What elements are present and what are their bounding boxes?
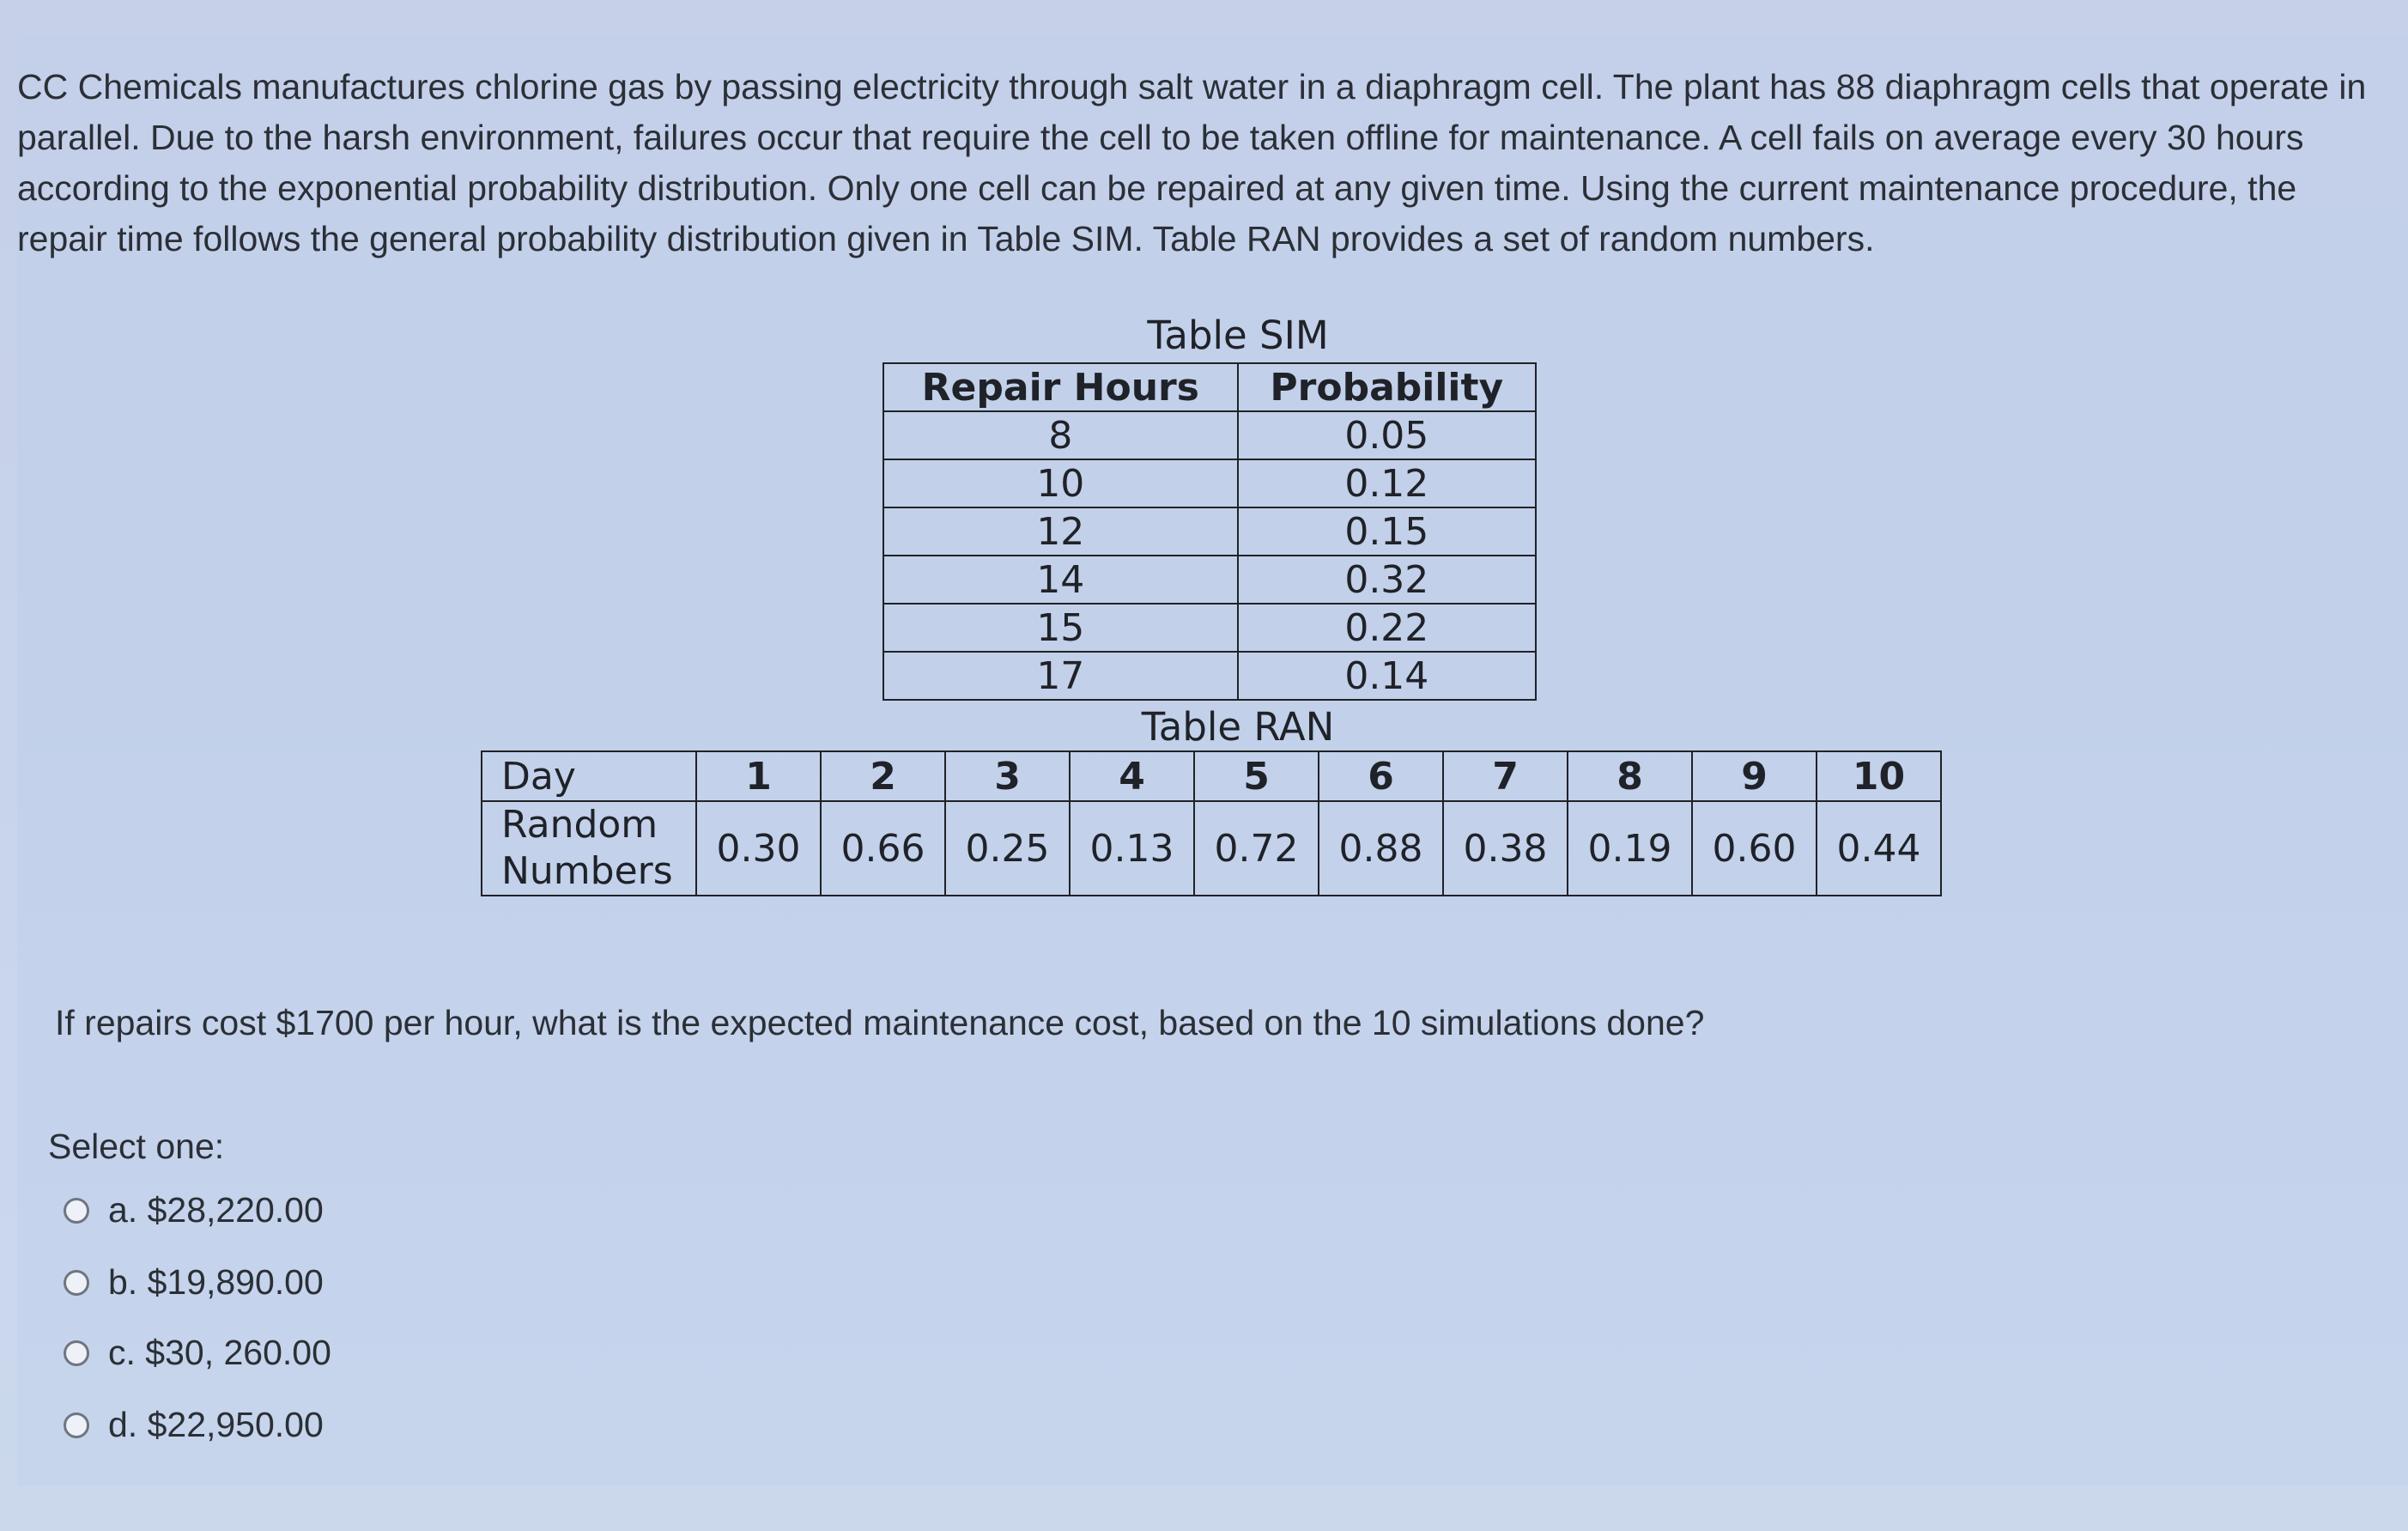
probability-cell: 0.12 <box>1238 459 1536 507</box>
random-number-cell: 0.72 <box>1194 801 1319 896</box>
day-cell: 5 <box>1194 751 1319 801</box>
question-text: CC Chemicals manufactures chlorine gas by passing electricity through salt water in a diaphragm cell. The plant has 88 diaphragm cells that operate in parallel. Due to the harsh environment, failures occur that require the cell to be taken offline for maintenance. A cell fails on average every 30 hours according to the exponential probability distribution. Only one cell can be repaired at any given time. Using the current maintenance procedure, the repair time follows the general probability distribution given in Table SIM. Table RAN provides a set of random numbers. <box>17 67 2367 258</box>
repair-hours-cell: 15 <box>883 604 1238 652</box>
random-number-cell: 0.38 <box>1443 801 1568 896</box>
probability-cell: 0.22 <box>1238 604 1536 652</box>
table-ran <box>481 750 1942 896</box>
option-label: b. $19,890.00 <box>108 1262 324 1302</box>
day-cell: 4 <box>1070 751 1194 801</box>
repair-hours-cell: 17 <box>883 652 1238 700</box>
random-label-line-1: Random <box>501 803 658 847</box>
day-cell: 6 <box>1319 751 1443 801</box>
answer-option-a[interactable] <box>64 1190 324 1230</box>
random-number-cell: 0.19 <box>1568 801 1692 896</box>
repair-hours-cell: 14 <box>883 556 1238 604</box>
random-number-cell: 0.25 <box>945 801 1070 896</box>
table-row <box>883 459 1536 507</box>
table-ran-title: Table RAN <box>1141 704 1335 750</box>
repair-hours-cell: 10 <box>883 459 1238 507</box>
answer-option-c[interactable] <box>64 1333 331 1373</box>
random-number-cell: 0.60 <box>1692 801 1817 896</box>
day-row <box>482 751 1941 801</box>
day-cell: 10 <box>1817 751 1941 801</box>
day-cell: 3 <box>945 751 1070 801</box>
radio-button[interactable] <box>64 1198 89 1224</box>
radio-button[interactable] <box>64 1413 89 1438</box>
random-number-cell: 0.13 <box>1070 801 1194 896</box>
question-panel <box>17 34 2408 1485</box>
probability-header: Probability <box>1238 363 1536 411</box>
probability-cell: 0.15 <box>1238 507 1536 556</box>
table-row <box>883 507 1536 556</box>
option-label: d. $22,950.00 <box>108 1405 324 1444</box>
option-label: a. $28,220.00 <box>108 1190 324 1230</box>
random-number-cell: 0.44 <box>1817 801 1941 896</box>
random-number-cell: 0.66 <box>821 801 945 896</box>
radio-button[interactable] <box>64 1340 89 1366</box>
random-number-cell: 0.88 <box>1319 801 1443 896</box>
random-numbers-row <box>482 801 1941 896</box>
table-row <box>883 604 1536 652</box>
question-prompt: If repairs cost $1700 per hour, what is the expected maintenance cost, based on the 10 simulations done? <box>55 1003 1705 1042</box>
repair-hours-cell: 8 <box>883 411 1238 459</box>
table-row <box>883 556 1536 604</box>
day-cell: 7 <box>1443 751 1568 801</box>
table-sim <box>883 362 1537 701</box>
radio-button[interactable] <box>64 1270 89 1296</box>
answer-option-d[interactable] <box>64 1405 324 1445</box>
day-cell: 8 <box>1568 751 1692 801</box>
table-sim-title: Table SIM <box>1147 313 1329 358</box>
day-row-label: Day <box>482 751 696 801</box>
random-numbers-row-label <box>482 801 696 896</box>
day-cell: 2 <box>821 751 945 801</box>
probability-cell: 0.32 <box>1238 556 1536 604</box>
select-one-label: Select one: <box>48 1127 225 1166</box>
probability-cell: 0.05 <box>1238 411 1536 459</box>
answer-option-b[interactable] <box>64 1262 324 1303</box>
option-label: c. $30, 260.00 <box>108 1333 331 1372</box>
random-number-cell: 0.30 <box>696 801 821 896</box>
table-sim-header-row <box>883 363 1536 411</box>
probability-cell: 0.14 <box>1238 652 1536 700</box>
day-cell: 9 <box>1692 751 1817 801</box>
table-row <box>883 652 1536 700</box>
table-row <box>883 411 1536 459</box>
random-label-line-2: Numbers <box>501 849 673 893</box>
day-cell: 1 <box>696 751 821 801</box>
repair-hours-cell: 12 <box>883 507 1238 556</box>
repair-hours-header: Repair Hours <box>883 363 1238 411</box>
